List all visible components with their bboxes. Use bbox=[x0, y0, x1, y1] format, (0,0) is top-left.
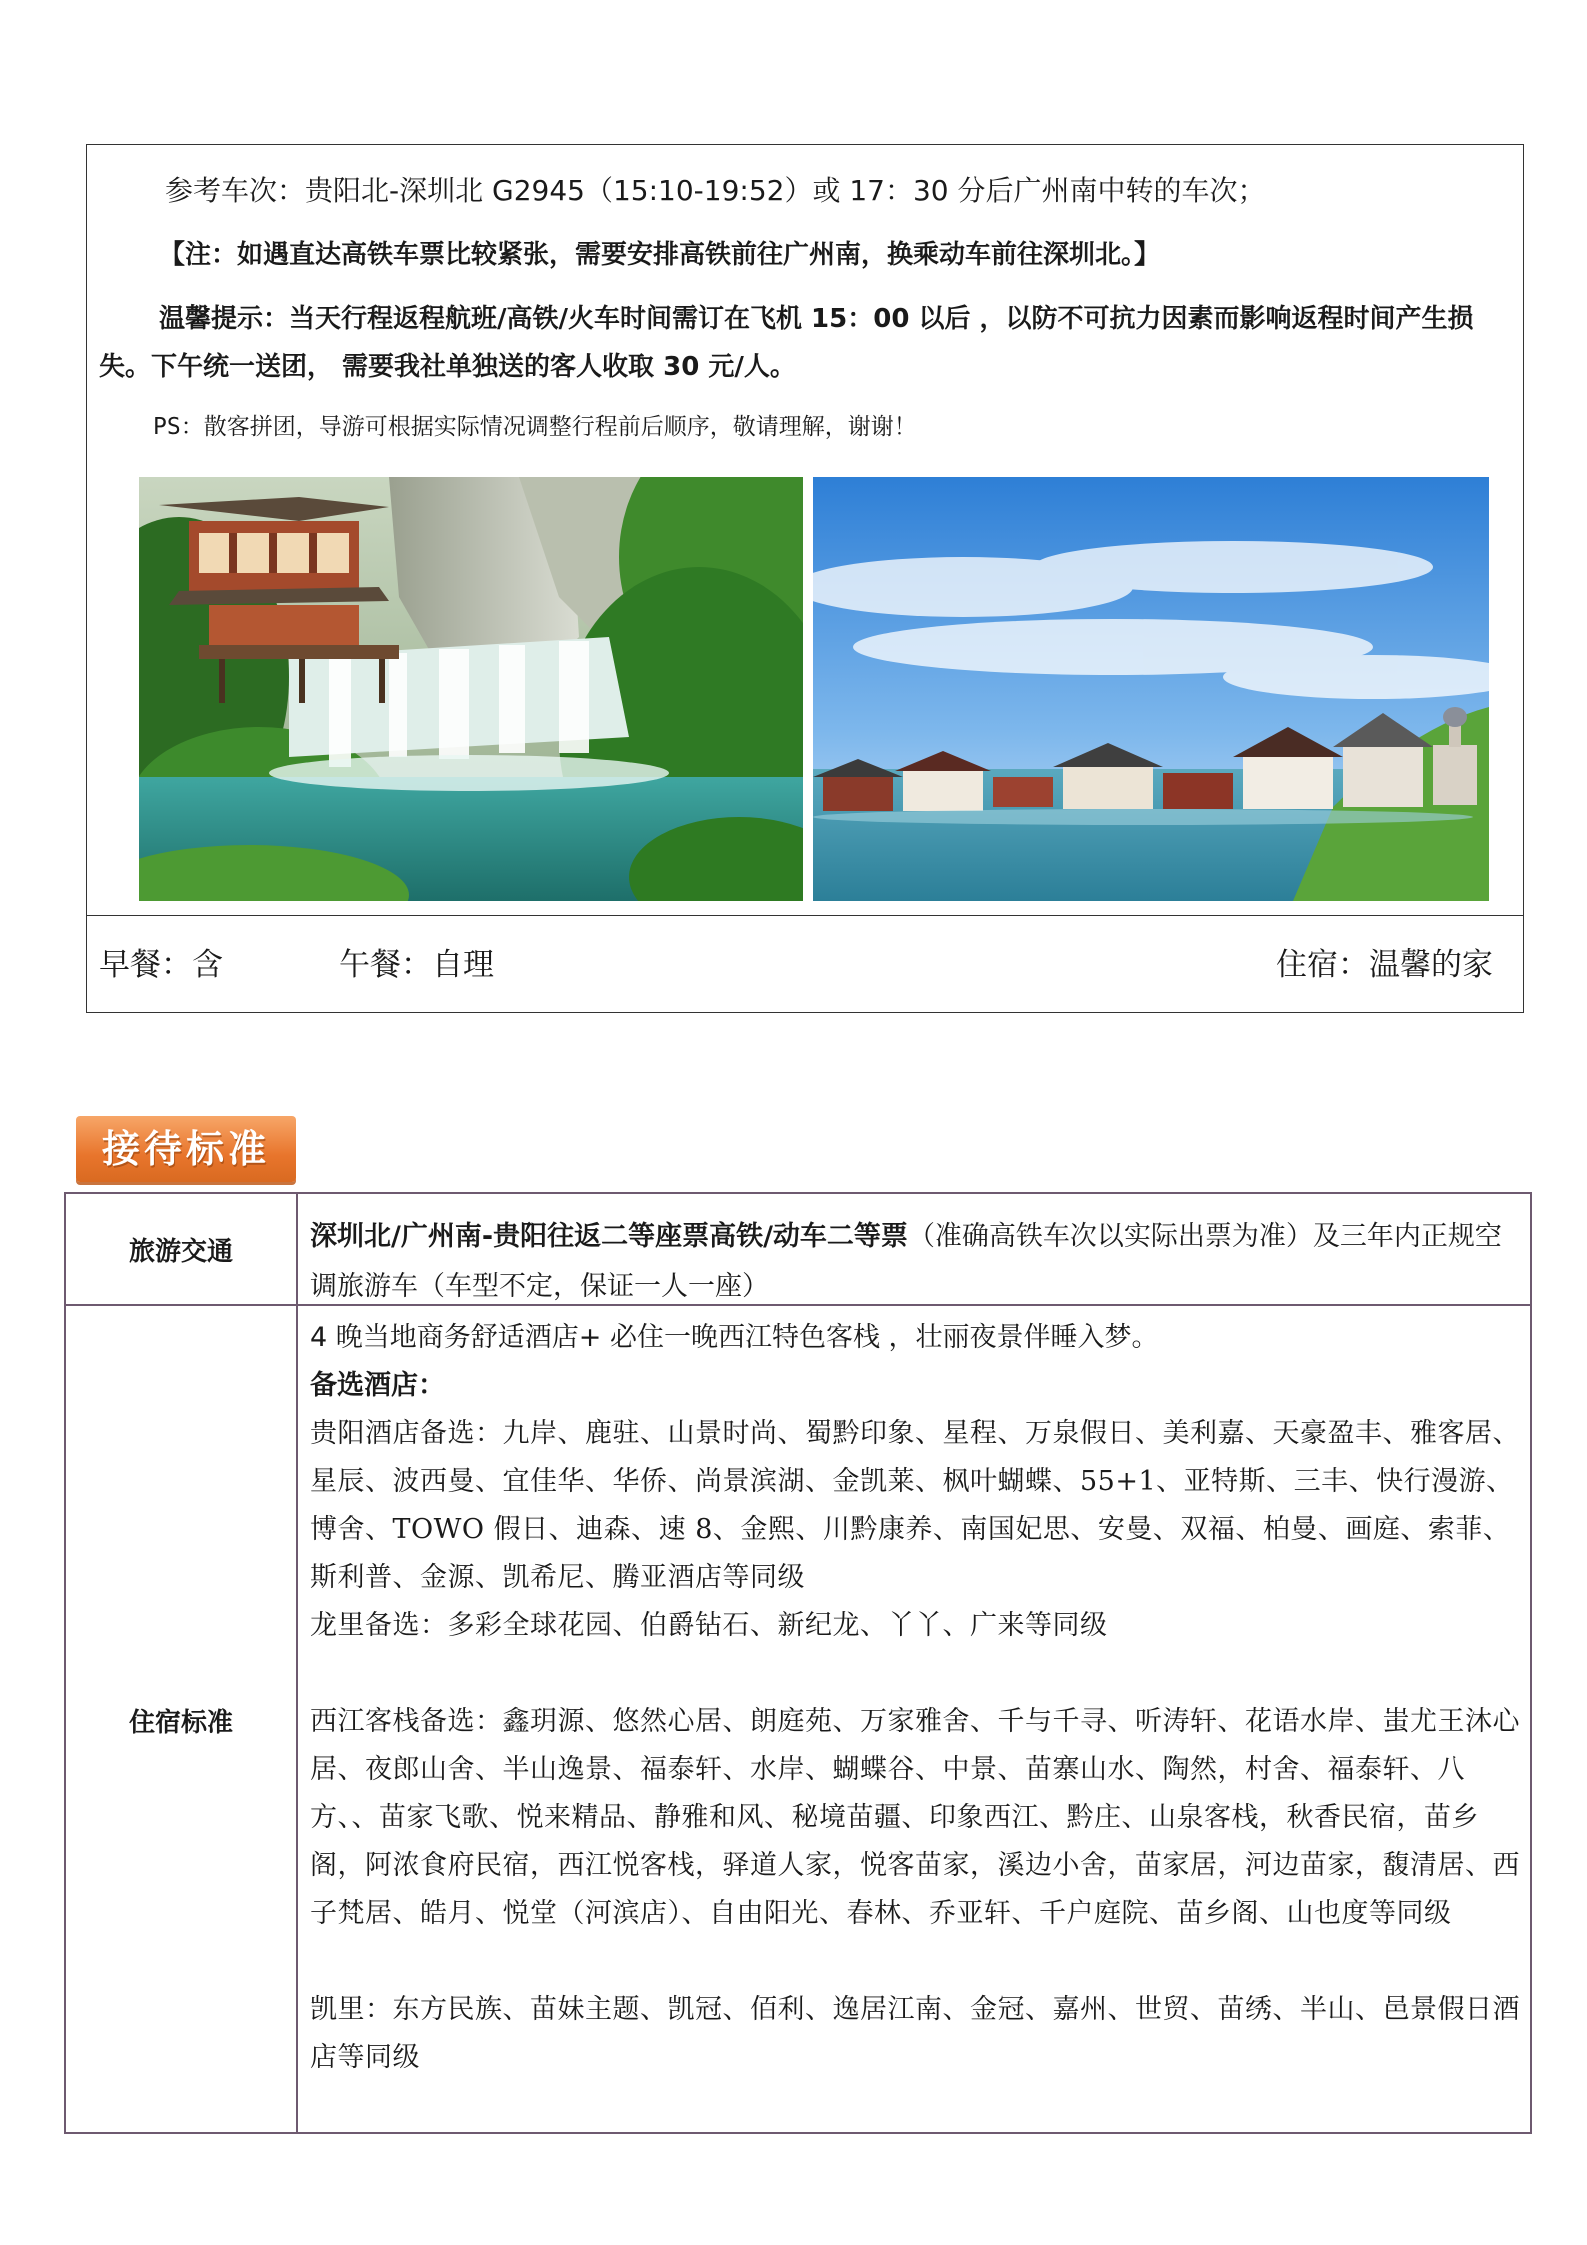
spacer bbox=[310, 1650, 1522, 1698]
kaili-hotels: 凯里：东方民族、苗妹主题、凯冠、佰利、逸居江南、金冠、嘉州、世贸、苗绣、半山、邑景假日酒店等同级 bbox=[310, 1994, 1520, 2073]
lodging-detail bbox=[310, 1306, 1522, 2134]
return-tip: 温馨提示：当天行程返程航班/高铁/火车时间需订在飞机 15：00 以后 ，以防不可抗力因素而影响返程时间产生损失。下午统一送团， 需要我社单独送的客人收取 30 元/人。 bbox=[99, 304, 1474, 382]
spacer bbox=[310, 1938, 1522, 1986]
transport-detail bbox=[310, 1194, 1522, 1304]
lodging-info: 住宿：温馨的家 bbox=[1276, 947, 1493, 983]
guiyang-hotels: 贵阳酒店备选：九岸、鹿驻、山景时尚、蜀黔印象、星程、万泉假日、美利嘉、天豪盈丰、雅客居、星辰、波西曼、宜佳华、华侨、尚景滨湖、金凯莱、枫叶蝴蝶、55+1、亚特斯、三丰、快行漫游、博舍、TOWO 假日、迪森、速 8、金熙、川黔康养、南国妃思、安曼、双福、柏曼、画庭、索菲、斯利普、金源、凯希尼、腾亚酒店等同级 bbox=[310, 1418, 1520, 1593]
itinerary-content bbox=[87, 145, 1523, 915]
standards-table bbox=[64, 1192, 1532, 2134]
transport-tickets: 深圳北/广州南-贵阳往返二等座票高铁/动车二等票 bbox=[310, 1221, 908, 1252]
ps-note: PS：散客拼团，导游可根据实际情况调整行程前后顺序，敬请理解，谢谢！ bbox=[153, 414, 917, 440]
transport-label: 旅游交通 bbox=[66, 1194, 298, 1304]
lakeside-town-photo bbox=[813, 477, 1489, 901]
breakfast-info: 早餐：含 bbox=[99, 947, 223, 983]
lodging-row bbox=[66, 1306, 1530, 2134]
longli-hotels: 龙里备选：多彩全球花园、伯爵钻石、新纪龙、丫丫、广来等同级 bbox=[310, 1610, 1108, 1641]
itinerary-day-box bbox=[86, 144, 1524, 1013]
xijiang-inns: 西江客栈备选：鑫玥源、悠然心居、朗庭苑、万家雅舍、千与千寻、听涛轩、花语水岸、蚩尤王沐心居、夜郎山舍、半山逸景、福泰轩、水岸、蝴蝶谷、中景、苗寨山水、陶然，村舍、福泰轩、八方、、苗家飞歌、悦来精品、静雅和风、秘境苗疆、印象西江、黔庄、山泉客栈，秋香民宿，苗乡阁，阿浓食府民宿，西江悦客栈，驿道人家，悦客苗家，溪边小舍，苗家居，河边苗家，馥清居、西子梵居、皓月、悦堂（河滨店）、自由阳光、春林、乔亚轩、千户庭院、苗乡阁、山也度等同级 bbox=[310, 1706, 1520, 1929]
train-reference: 参考车次：贵阳北-深圳北 G2945（15:10-19:52）或 17：30 分后广州南中转的车次； bbox=[165, 174, 1266, 207]
reception-standards-heading: 接待标准 bbox=[76, 1116, 296, 1182]
waterfall-pavilion-photo bbox=[139, 477, 803, 901]
transport-note: （准确高铁车次以实际出票为准）及三年内正规空调旅游车（车型不定，保证一人一座） bbox=[310, 1221, 1502, 1302]
lodging-label: 住宿标准 bbox=[66, 1306, 298, 2134]
lodging-intro: 4 晚当地商务舒适酒店+ 必住一晚西江特色客栈 ，壮丽夜景伴睡入梦。 bbox=[310, 1322, 1159, 1353]
alt-hotels-heading: 备选酒店： bbox=[310, 1370, 445, 1401]
lunch-info: 午餐：自理 bbox=[339, 947, 494, 983]
transport-row bbox=[66, 1194, 1530, 1306]
ticket-note: 【注：如遇直达高铁车票比较紧张，需要安排高铁前往广州南，换乘动车前往深圳北。】 bbox=[159, 240, 1161, 270]
meal-row bbox=[87, 915, 1523, 1013]
